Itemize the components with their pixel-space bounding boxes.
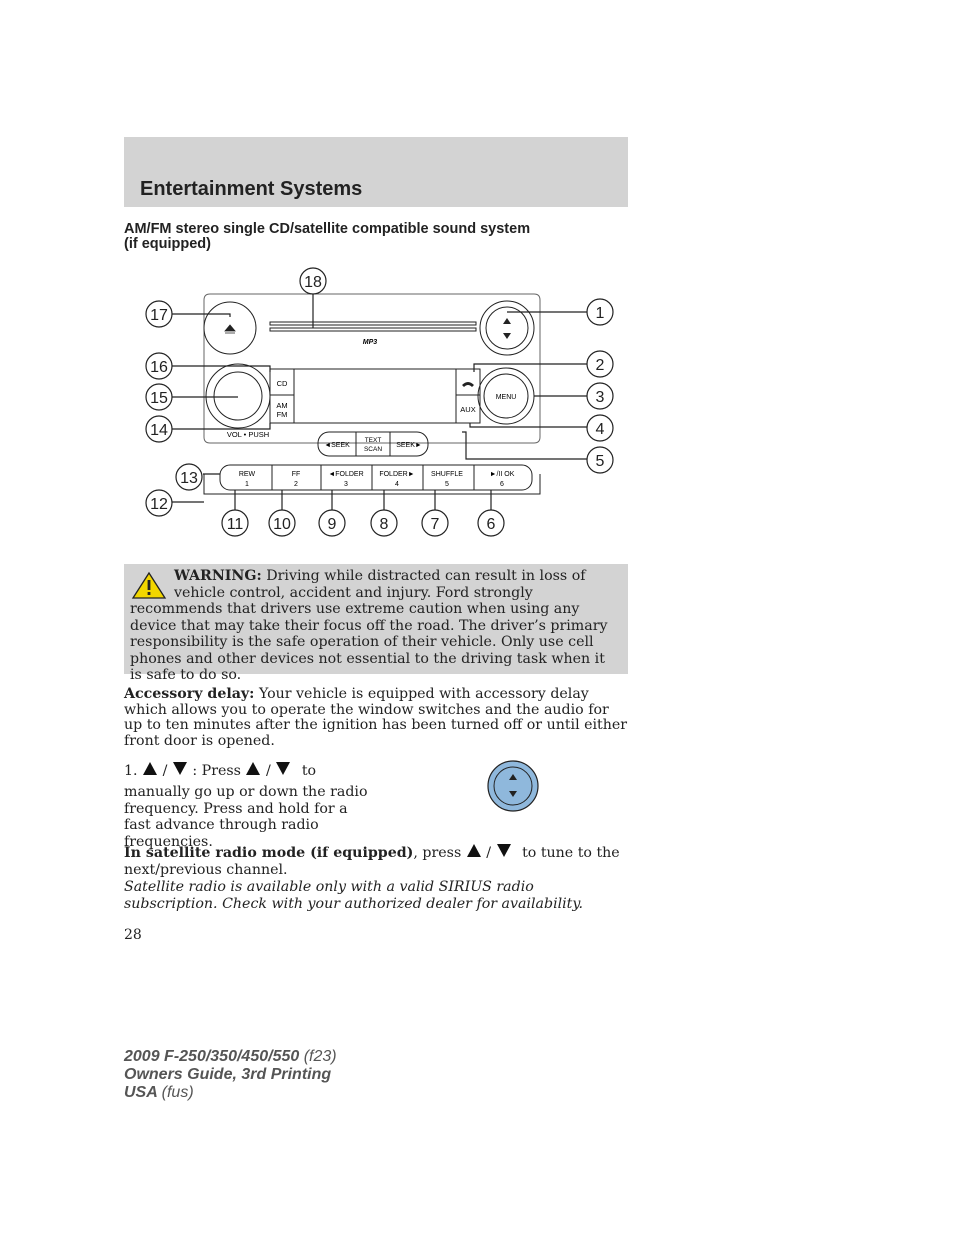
svg-text:◄SEEK: ◄SEEK — [324, 442, 350, 449]
warning-label: WARNING: — [174, 568, 262, 584]
svg-text:11: 11 — [226, 516, 244, 533]
svg-text:MENU: MENU — [495, 394, 517, 401]
svg-text:AM: AM — [276, 401, 288, 410]
section-heading-line1: AM/FM stereo single CD/satellite compatible sound system — [124, 221, 531, 237]
svg-text:CD: CD — [276, 379, 288, 388]
svg-text:15: 15 — [150, 390, 168, 407]
svg-text:AUX: AUX — [460, 405, 476, 414]
item1-text: manually go up or down the radio frequency. Press and hold for a fast advance through radio frequencies. — [124, 784, 368, 850]
svg-text:3: 3 — [344, 481, 348, 488]
svg-text:17: 17 — [150, 307, 168, 324]
warning-box — [124, 564, 628, 683]
page-number: 28 — [124, 927, 142, 943]
satellite-paragraph: In satellite radio mode (if equipped), press / to tune to the next/previous channel. Satellite radio is available only with a valid SIRIUS radio subscription. Check with your authorized dealer for availability. — [124, 843, 628, 913]
svg-text:4: 4 — [395, 481, 399, 488]
up-arrow-icon — [245, 761, 261, 776]
up-arrow-icon — [466, 843, 482, 858]
svg-text:SCAN: SCAN — [363, 446, 383, 453]
svg-text:6: 6 — [486, 516, 496, 533]
tune-button — [486, 307, 528, 349]
radio-diagram — [124, 262, 624, 547]
accessory-paragraph — [124, 687, 628, 749]
page-title: Entertainment Systems — [140, 178, 363, 200]
footer: 2009 F-250/350/450/550 (f23) Owners Guide, 3rd Printing USA (fus) — [124, 1048, 337, 1101]
satellite-note: Satellite radio is available only with a valid SIRIUS radio subscription. Check with your authorized dealer for availability. — [124, 879, 584, 912]
section-heading — [124, 222, 624, 252]
svg-text:14: 14 — [150, 422, 168, 439]
svg-text:8: 8 — [379, 516, 389, 533]
svg-text:1: 1 — [245, 481, 249, 488]
svg-text:TEXT: TEXT — [364, 437, 382, 444]
svg-text:5: 5 — [445, 481, 449, 488]
volume-knob — [214, 372, 262, 420]
svg-text:REW: REW — [238, 471, 256, 478]
item1-line: 1. / : Press / to — [124, 763, 317, 779]
svg-text:18: 18 — [304, 274, 322, 291]
down-arrow-icon — [172, 761, 188, 776]
svg-text:FOLDER►: FOLDER► — [379, 471, 415, 478]
svg-text:7: 7 — [430, 516, 440, 533]
mp3-logo: MP3 — [362, 339, 378, 346]
svg-text:3: 3 — [595, 389, 605, 406]
svg-text:5: 5 — [595, 453, 605, 470]
accessory-label: Accessory delay: — [124, 686, 255, 702]
satellite-label: In satellite radio mode (if equipped) — [124, 845, 414, 861]
down-arrow-icon — [496, 843, 512, 858]
warning-body: Driving while distracted can result in loss of vehicle control, accident and injury. Ford strongly recommends that drivers use extreme caution when using any device that may take their focus off the road. The driver’s primary responsibility is the safe operation of their vehicle. Only use cell phones and other devices not essential to the driving task when it is safe to do so. — [130, 568, 608, 683]
phone-icon — [462, 382, 474, 387]
tune-knob-illustration — [486, 759, 540, 813]
svg-text:2: 2 — [595, 357, 605, 374]
svg-text:VOL • PUSH: VOL • PUSH — [226, 430, 270, 439]
svg-text:1: 1 — [595, 305, 605, 322]
svg-text:6: 6 — [500, 481, 504, 488]
svg-text:9: 9 — [327, 516, 337, 533]
svg-text:FF: FF — [291, 471, 301, 478]
up-arrow-icon — [142, 761, 158, 776]
svg-text:◄FOLDER: ◄FOLDER — [328, 471, 364, 478]
warning-text — [130, 568, 620, 684]
svg-text:16: 16 — [150, 359, 168, 376]
svg-text:10: 10 — [273, 516, 291, 533]
preset-bar — [220, 465, 532, 490]
warning-icon — [130, 570, 168, 600]
section-heading-line2: (if equipped) — [124, 236, 211, 252]
accessory-text: Your vehicle is equipped with accessory delay which allows you to operate the window switches and the audio for up to ten minutes after the ignition has been turned off or until either front door is opened. — [124, 686, 628, 749]
svg-text:►/II OK: ►/II OK — [489, 471, 515, 478]
svg-text:FM: FM — [276, 410, 288, 419]
header-band — [124, 137, 628, 207]
svg-text:13: 13 — [180, 470, 198, 487]
display — [294, 369, 456, 423]
svg-text:SEEK►: SEEK► — [396, 442, 422, 449]
svg-text:SHUFFLE: SHUFFLE — [431, 471, 463, 478]
down-arrow-icon — [275, 761, 291, 776]
svg-text:4: 4 — [595, 421, 605, 438]
svg-text:12: 12 — [150, 496, 168, 513]
svg-text:2: 2 — [294, 481, 298, 488]
